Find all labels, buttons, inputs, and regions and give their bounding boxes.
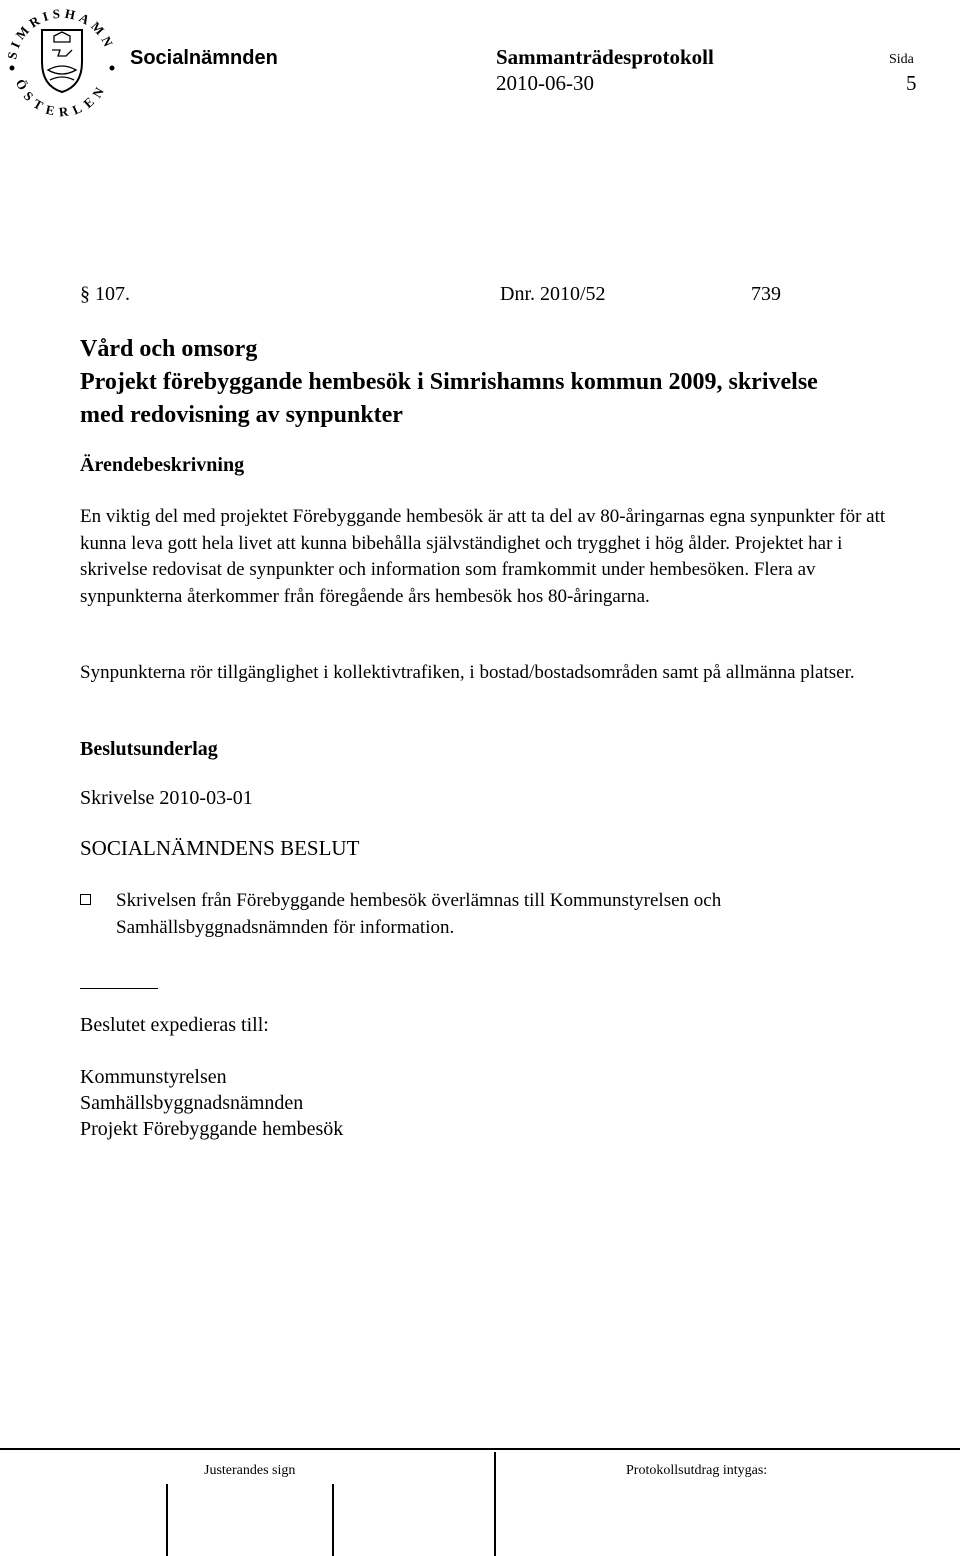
signature-box-1-left	[166, 1484, 168, 1556]
recipient-3: Projekt Förebyggande hembesök	[80, 1118, 344, 1140]
title-line-3: med redovisning av synpunkter	[80, 402, 403, 428]
beslut-heading: SOCIALNÄMNDENS BESLUT	[80, 836, 360, 860]
title-line-2: Projekt förebyggande hembesök i Simrishamns kommun 2009, skrivelse	[80, 369, 818, 395]
paragraph-number: § 107.	[80, 283, 130, 305]
underlag-heading: Beslutsunderlag	[80, 738, 218, 760]
page-number: 5	[906, 71, 917, 95]
arende-paragraph-2: Synpunkterna rör tillgänglighet i kollektivtrafiken, i bostad/bostadsområden samt på allmänna platser.	[80, 662, 855, 683]
logo-bottom-text: ÖSTERLEN	[12, 76, 110, 118]
simrishamn-logo	[2, 0, 122, 118]
beslut-item: Skrivelsen från Förebyggande hembesök överlämnas till Kommunstyrelsen och Samhällsbyggnadsnämnden för information.	[116, 890, 722, 938]
signature-box-2-left	[332, 1484, 334, 1556]
extract-label: Protokollsutdrag intygas:	[626, 1463, 768, 1478]
underlag-text: Skrivelse 2010-03-01	[80, 787, 253, 809]
title-line-1: Vård och omsorg	[80, 336, 258, 362]
meeting-date: 2010-06-30	[496, 71, 594, 95]
committee-name: Socialnämnden	[130, 47, 278, 69]
sign-label: Justerandes sign	[204, 1463, 296, 1478]
diary-number: Dnr. 2010/52	[500, 283, 606, 305]
logo-top-text: SIMRISHAMN	[4, 5, 118, 61]
footer-rule	[0, 1448, 960, 1450]
svg-text:ÖSTERLEN	[13, 77, 110, 118]
document-type: Sammanträdesprotokoll	[496, 45, 714, 69]
bullet-square-icon	[80, 894, 91, 905]
arende-heading: Ärendebeskrivning	[80, 454, 245, 476]
page-label: Sida	[889, 52, 914, 67]
recipient-2: Samhällsbyggnadsnämnden	[80, 1092, 304, 1114]
expedieras-label: Beslutet expedieras till:	[80, 1014, 269, 1036]
separator-line	[80, 988, 158, 989]
arende-paragraph-1: En viktig del med projektet Förebyggande hembesök är att ta del av 80-åringarnas egna synpunkter för att kunna leva gott hela livet att kunna bibehålla självständighet och trygghet i hög ålder. Projektet har i skrivelse redovisat de synpunkter och information som framkommit under hembesöken. Flera av synpunkterna återkommer från föregående års hembesök hos 80-åringarna.	[80, 506, 886, 607]
recipient-1: Kommunstyrelsen	[80, 1066, 227, 1088]
classification-code: 739	[751, 283, 781, 305]
signature-box-3-left	[494, 1452, 496, 1556]
